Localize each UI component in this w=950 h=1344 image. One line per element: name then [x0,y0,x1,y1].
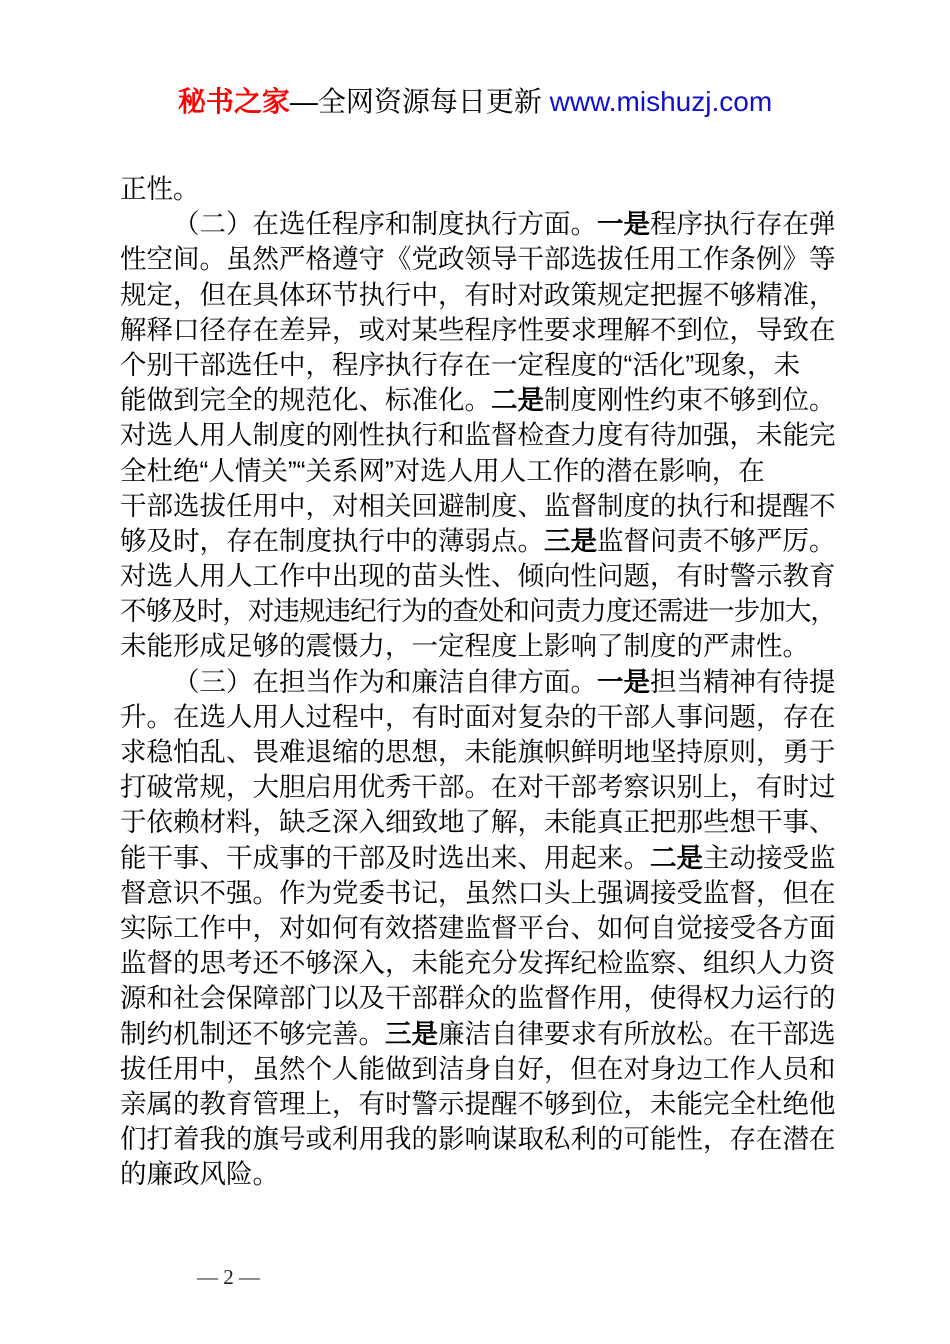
body-text: 能做到完全的规范化、标准化。 [120,385,491,416]
body-text: （三）在担当作为和廉洁自律方面。 [173,666,597,697]
body-text: 于依赖材料，缺乏深入细致地了解，未能真正把那些想干事、 [120,807,836,838]
body-text: 拔任用中，虽然个人能做到洁身自好，但在对身边工作人员和 [120,1053,836,1084]
text-line [120,1087,836,1122]
text-line [120,770,836,805]
text-line [120,418,836,453]
emphasis-text: 一是 [597,666,650,697]
body-text: 够及时，存在制度执行中的薄弱点。 [120,525,544,556]
text-line [120,876,836,911]
body-text: 源和社会保障部门以及干部群众的监督作用，使得权力运行的 [120,983,836,1014]
text-line [120,489,836,524]
document-body [120,172,836,1192]
page-header [0,84,950,120]
emphasis-text: 一是 [597,209,650,240]
body-text: 主动接受监 [703,842,836,873]
text-line [120,805,836,840]
text-line [120,524,836,559]
body-text: 实际工作中，对如何有效搭建监督平台、如何自觉接受各方面 [120,912,836,943]
body-text: 监督问责不够严厉。 [597,525,836,556]
text-line [120,841,836,876]
body-text: 的廉政风险。 [120,1159,279,1190]
text-line [120,700,836,735]
emphasis-text: 三是 [544,525,597,556]
body-text: 制约机制还不够完善。 [120,1018,385,1049]
body-text: 个别干部选任中，程序执行存在一定程度的“活化”现象，未 [120,349,801,380]
text-line [120,454,836,489]
text-line [120,981,836,1016]
text-line [120,383,836,418]
emphasis-text: 二是 [491,385,544,416]
page-footer [176,1240,260,1315]
body-text: 们打着我的旗号或利用我的影响谋取私利的可能性，存在潜在 [120,1124,836,1155]
body-text: 全杜绝“人情关”“关系网”对选人用人工作的潜在影响，在 [120,455,765,486]
text-line [120,1122,836,1157]
site-url-link[interactable]: www.mishuzj.com [549,86,773,117]
text-line [120,629,836,664]
body-text: 不够及时，对违规违纪行为的查处和问责力度还需进一步加大， [120,596,836,627]
body-text: 正性。 [120,174,200,204]
text-line [120,1017,836,1052]
body-text: 制度刚性约束不够到位。 [544,385,836,416]
emphasis-text: 二是 [650,842,703,873]
text-line [120,735,836,770]
text-line [120,1052,836,1087]
body-text: 性空间。虽然严格遵守《党政领导干部选拔任用工作条例》等 [120,244,836,275]
body-text: 解释口径存在差异，或对某些程序性要求理解不到位，导致在 [120,314,836,345]
text-line [120,1157,836,1192]
body-text: （二）在选任程序和制度执行方面。 [173,209,597,240]
body-text: 监督的思考还不够深入，未能充分发挥纪检监察、组织人力资 [120,948,836,979]
body-text: 未能形成足够的震慑力，一定程度上影响了制度的严肃性。 [120,631,809,662]
text-line [120,242,836,277]
emphasis-text: 三是 [385,1018,438,1049]
text-line [120,665,836,700]
body-text: 督意识不强。作为党委书记，虽然口头上强调接受监督，但在 [120,877,836,908]
body-text: 升。在选人用人过程中，有时面对复杂的干部人事问题，存在 [120,701,836,732]
body-text: 打破常规，大胆启用优秀干部。在对干部考察识别上，有时过 [120,772,836,803]
body-text: 廉洁自律要求有所放松。在干部选 [438,1018,836,1049]
body-text: 担当精神有待提 [650,666,836,697]
text-line [120,313,836,348]
text-line [120,207,836,242]
body-text: 求稳怕乱、畏难退缩的思想，未能旗帜鲜明地坚持原则，勇于 [120,737,836,767]
text-line [120,348,836,383]
body-text: 干部选拔任用中，对相关回避制度、监督制度的执行和提醒不 [120,490,836,521]
text-line [120,946,836,981]
body-text: 对选人用人制度的刚性执行和监督检查力度有待加强，未能完 [120,420,836,451]
page-number: — 2 — [197,1265,260,1289]
site-brand: 秘书之家 [177,86,290,117]
text-line [120,911,836,946]
text-line [120,278,836,313]
body-text: 对选人用人工作中出现的苗头性、倾向性问题，有时警示教育 [120,561,836,592]
text-line [120,172,836,207]
body-text: 程序执行存在弹 [650,209,836,240]
body-text: 能干事、干成事的干部及时选出来、用起来。 [120,842,650,873]
body-text: 亲属的教育管理上，有时警示提醒不够到位，未能完全杜绝他 [120,1088,836,1119]
text-line [120,559,836,594]
text-line [120,594,836,629]
body-text: 规定，但在具体环节执行中，有时对政策规定把握不够精准， [120,279,836,310]
header-tagline: —全网资源每日更新 [289,86,550,117]
